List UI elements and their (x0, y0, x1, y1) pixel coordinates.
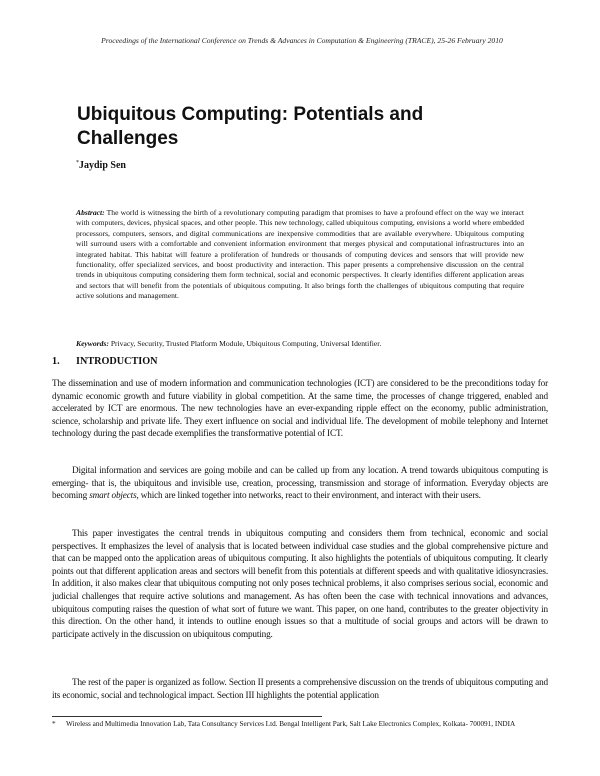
paper-title: Ubiquitous Computing: Potentials and Challenges (77, 104, 424, 149)
author-name: Jaydip Sen (79, 160, 126, 171)
footnote (52, 720, 548, 730)
paragraph-4: The rest of the paper is organized as follow. Section II presents a comprehensive discussion on the trends of ubiquitous computing and its economic, social and technological impact. Section III highlights the potential application (52, 677, 548, 700)
footnote-text: Wireless and Multimedia Innovation Lab, Tata Consultancy Services Ltd. Bengal Intelligent Park, Salt Lake Electronics Complex, Kolkata- 700091, INDIA (66, 720, 516, 728)
keywords-text: Privacy, Security, Trusted Platform Module, Ubiquitous Computing, Universal Identifier. (110, 339, 382, 348)
author-line (76, 160, 126, 171)
running-header: Proceedings of the International Conference on Trends & Advances in Computation & Engineering (TRACE), 25-26 February 2010 (101, 36, 503, 45)
abstract-label: Abstract: (76, 208, 105, 217)
section-title: INTRODUCTION (76, 356, 158, 367)
keywords (76, 339, 524, 349)
section-heading (52, 356, 158, 367)
keywords-label: Keywords: (76, 339, 109, 348)
paragraph-2-text-b: which are linked together into networks, react to their environment, and interact with their users. (138, 490, 481, 501)
footnote-rule (52, 716, 322, 717)
paragraph-2-text-a: Digital information and services are going mobile and can be called up from any location. A trend towards ubiquitous computing is emerging- that is, the ubiquitous and invisible use, creation, processing, transmission and storage of information. Everyday objects are becoming (52, 465, 548, 501)
paragraph-2-emphasis: smart objects, (89, 490, 139, 501)
paragraph-3: This paper investigates the central trends in ubiquitous computing and considers them from technical, economic and social perspectives. It emphasizes the level of analysis that is located between individual case studies and the global comprehensive picture and that can be mapped onto the application areas of ubiquitous computing. It also highlights the potentials of ubiquitous computing. It clearly points out that different application areas and sectors will benefit from this potentials at different speeds and with qualitative idiosyncrasies. In addition, it also makes clear that ubiquitous computing not only poses technical problems, it also comprises serious social, economic and judicial challenges that require active solutions and management. As has often been the case with technical innovations and advances, ubiquitous computing raises the question of what sort of future we want. This paper, on one hand, contributes to the greater objectivity in this direction. On the other hand, it intends to outline enough issues so that a multitude of social groups and actors will be drawn to participate actively in the discussion on ubiquitous computing. (52, 528, 548, 639)
section-number: 1. (52, 356, 60, 367)
abstract-text: The world is witnessing the birth of a revolutionary computing paradigm that promises to have a profound effect on the way we interact with computers, devices, physical spaces, and other people. This new technology, called ubiquitous computing, envisions a world where embedded processors, computers, sensors, and digital communications are inexpensive commodities that are available everywhere. Ubiquitous computing will surround users with a comfortable and convenient information environment that merges physical and computational infrastructures into an integrated habitat. This habitat will feature a proliferation of hundreds or thousands of computing devices and sensors that will provide new functionality, offer specialized services, and boost productivity and interaction. This paper presents a comprehensive discussion on the central trends in ubiquitous computing considering them form technical, social and economic perspectives. It clearly identifies different application areas and sectors that will benefit from the potentials of ubiquitous computing. It also brings forth the challenges of ubiquitous computing that require active solutions and management. (76, 208, 524, 301)
footnote-mark: * (52, 720, 56, 728)
paragraph-2 (52, 464, 548, 502)
paragraph-1: The dissemination and use of modern information and communication technologies (ICT) are considered to be the preconditions today for dynamic economic growth and future viability in global competition. At the same time, the processes of change triggered, enabled and accelerated by ICT are enormous. The new technologies have an ever-expanding ripple effect on the economy, public administration, science, scholarship and private life. They exert influence on social and individual life. The development of mobile telephony and Internet technology during the past decade exemplifies the transformative potential of ICT. (52, 378, 548, 439)
abstract (76, 208, 524, 302)
author-footnote-mark: * (76, 160, 79, 166)
